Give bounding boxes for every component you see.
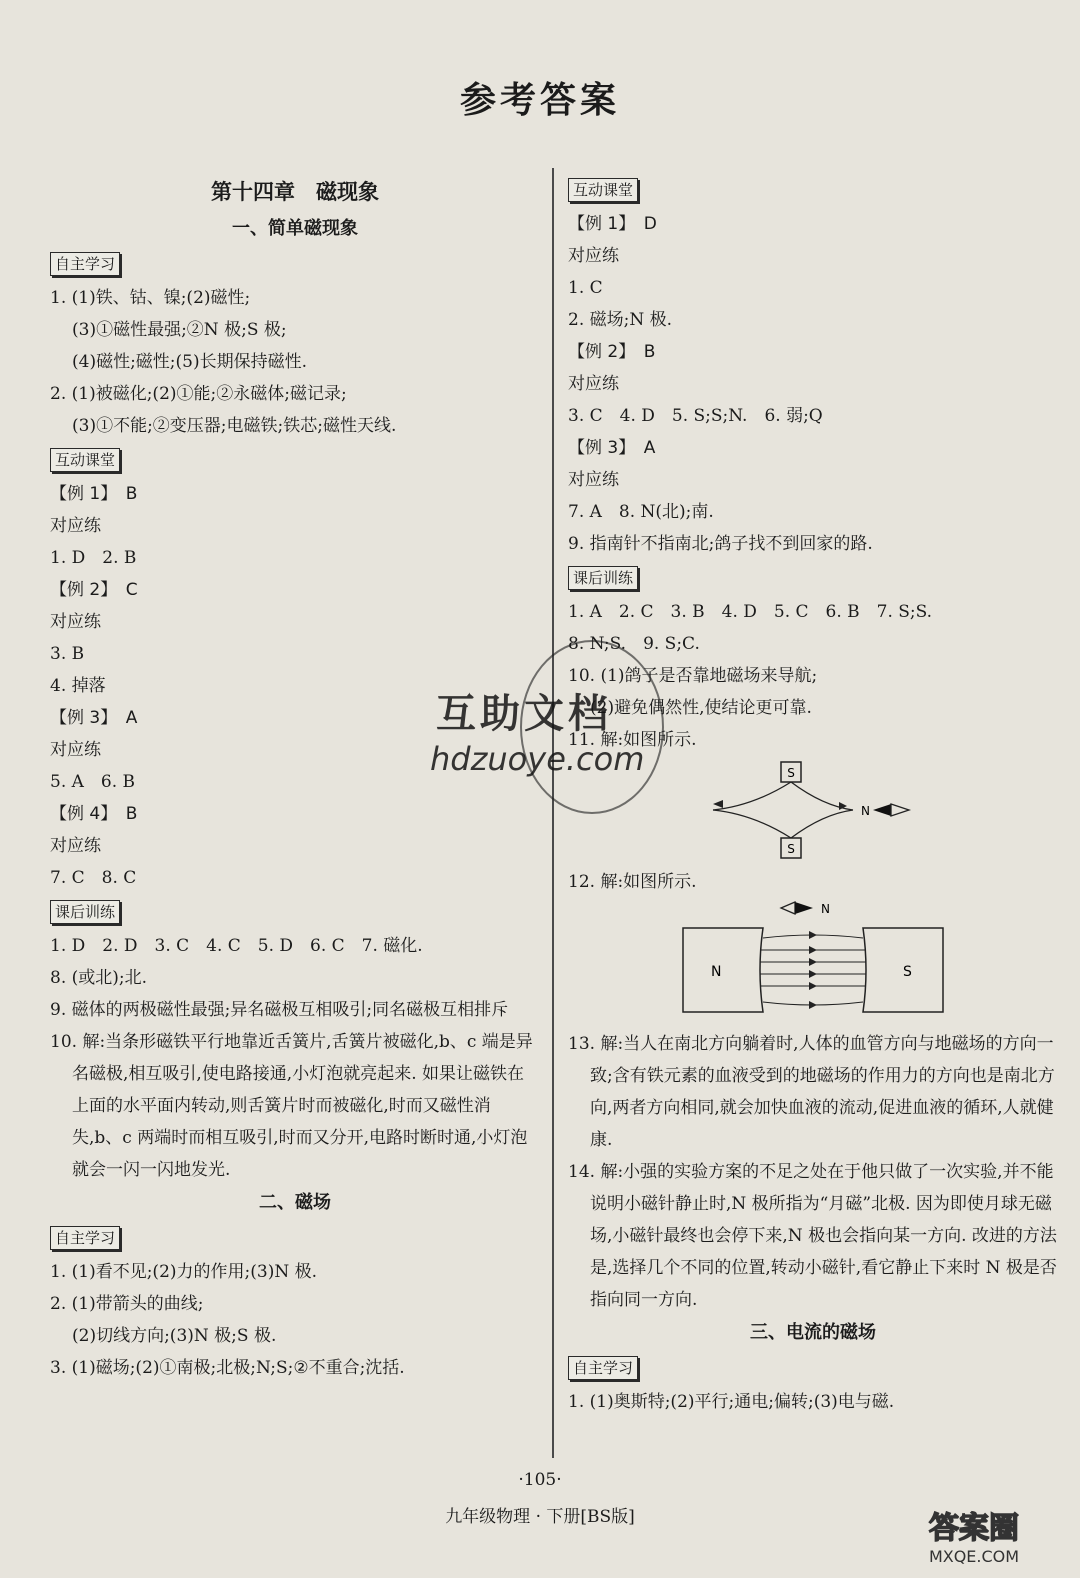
example-line: 【例 3】 A	[50, 708, 138, 728]
answer-line: 1. (1)看不见;(2)力的作用;(3)N 极.	[50, 1262, 318, 1282]
answer-line: 1. (1)铁、钴、镍;(2)磁性;	[50, 288, 251, 308]
answer-line: 3. (1)磁场;(2)①南极;北极;N;S;②不重合;沈括.	[50, 1358, 405, 1378]
answer-paragraph: 10. 解:当条形磁铁平行地靠近舌簧片,舌簧片被磁化,b、c 端是异名磁极,相互吸引,使电路接通,小灯泡就亮起来. 如果让磁铁在上面的水平面内转动,则舌簧片时而被磁化,时而又磁性消失,b、c 两端时而相互吸引,时而又分开,电路时断时通,小灯泡就会一闪一闪地发光.	[50, 1032, 533, 1180]
example-line: 【例 2】 B	[568, 342, 656, 362]
figure-12-svg	[663, 898, 963, 1028]
answer-line: 4. 掉落	[50, 676, 106, 696]
tag-zizhu-xuexi: 自主学习	[50, 1226, 120, 1250]
tag-row	[50, 894, 540, 930]
answer-paragraph: 9. 磁体的两极磁性最强;异名磁极互相吸引;同名磁极互相排斥	[50, 1000, 509, 1020]
tag-row	[568, 1350, 1058, 1386]
tag-kehou-xunlian: 课后训练	[50, 900, 120, 924]
tag-zizhu-xuexi: 自主学习	[50, 252, 120, 276]
answer-line: 9. 指南针不指南北;鸽子找不到回家的路.	[568, 534, 873, 554]
answer-line: 11. 解:如图所示.	[568, 730, 697, 750]
label-s-bottom: S	[787, 842, 795, 856]
answer-line: 5. A 6. B	[50, 772, 136, 792]
compass-needle-dark	[873, 804, 891, 816]
watermark-text: 互助文档	[436, 691, 612, 737]
answer-paragraph: 14. 解:小强的实验方案的不足之处在于他只做了一次实验,并不能说明小磁针静止时,N 极所指为“月磁”北极. 因为即使月球无磁场,小磁针最终也会停下来,N 极也会指向某一方向. 改进的方法是,选择几个不同的位置,转动小磁针,看它静止下来时 N 极是否指向同一方向.	[568, 1162, 1057, 1310]
tag-row	[50, 442, 540, 478]
tag-hudong-ketang: 互动课堂	[568, 178, 638, 202]
answer-line: (2)避免偶然性,使结论更可靠.	[590, 698, 812, 718]
tag-zizhu-xuexi: 自主学习	[568, 1356, 638, 1380]
figure-11-svg	[683, 756, 943, 866]
answer-line: 2. 磁场;N 极.	[568, 310, 673, 330]
example-line: 【例 1】 B	[50, 484, 138, 504]
answer-paragraph: 13. 解:当人在南北方向躺着时,人体的血管方向与地磁场的方向一致;含有铁元素的血液受到的地磁场的作用力的方向也是南北方向,两者方向相同,就会加快血液的流动,促进血液的循环,人就健康.	[568, 1034, 1055, 1150]
answer-line: 1. A 2. C 3. B 4. D 5. C 6. B 7. S;S.	[568, 602, 933, 622]
answer-line: 3. B	[50, 644, 85, 664]
label-n: N	[861, 804, 870, 818]
field-line-lower-left	[713, 810, 791, 838]
answer-line: 10. (1)鸽子是否靠地磁场来导航;	[568, 666, 818, 686]
page-title: 参考答案	[459, 80, 620, 121]
practice-label: 对应练	[50, 836, 101, 856]
tag-row	[50, 1220, 540, 1256]
tag-hudong-ketang: 互动课堂	[50, 448, 120, 472]
arrow-head	[713, 800, 723, 808]
practice-label: 对应练	[568, 246, 619, 266]
figure-11-compass-poles	[568, 756, 1058, 866]
field-line-lower-right	[791, 810, 853, 838]
label-n-pole: N	[711, 964, 722, 980]
example-line: 【例 4】 B	[50, 804, 138, 824]
answer-line: 7. C 8. C	[50, 868, 137, 888]
answer-line: 1. D 2. D 3. C 4. C 5. D 6. C 7. 磁化.	[50, 936, 423, 956]
field-arrows	[809, 931, 817, 1009]
answer-line: (2)切线方向;(3)N 极;S 极.	[72, 1326, 277, 1346]
label-s-pole: S	[903, 964, 912, 980]
logo-text: 答案圈	[929, 1511, 1019, 1546]
label-needle-n: N	[821, 902, 830, 916]
tag-row	[568, 172, 1058, 208]
watermark-url: hdzuoye.com	[430, 740, 645, 778]
column-divider	[552, 168, 554, 1458]
figure-12-magnet-field	[568, 898, 1058, 1028]
needle-right-half	[795, 902, 813, 914]
answer-line: (4)磁性;磁性;(5)长期保持磁性.	[72, 352, 308, 372]
answer-line: 8. N;S. 9. S;C.	[568, 634, 700, 654]
magnet-n-pole	[683, 928, 763, 1012]
answer-line: (3)①不能;②变压器;电磁铁;铁芯;磁性天线.	[72, 416, 397, 436]
answer-line: 3. C 4. D 5. S;S;N. 6. 弱;Q	[568, 406, 823, 426]
practice-label: 对应练	[50, 740, 101, 760]
example-line: 【例 3】 A	[568, 438, 656, 458]
example-line: 【例 1】 D	[568, 214, 657, 234]
book-footer: 九年级物理 · 下册[BS版]	[445, 1507, 635, 1527]
section-title-1: 一、简单磁现象	[232, 218, 358, 239]
practice-label: 对应练	[50, 612, 101, 632]
answer-line: 12. 解:如图所示.	[568, 872, 697, 892]
answer-line: 7. A 8. N(北);南.	[568, 502, 714, 522]
field-line-upper-left	[713, 782, 791, 810]
logo-url: MXQE.COM	[928, 1547, 1020, 1566]
tag-kehou-xunlian: 课后训练	[568, 566, 638, 590]
right-column	[568, 172, 1058, 1418]
needle-left-half	[781, 902, 795, 914]
section-title-2: 二、磁场	[259, 1192, 331, 1213]
tag-row	[50, 246, 540, 282]
answer-line: 2. (1)带箭头的曲线;	[50, 1294, 204, 1314]
answer-line: 1. D 2. B	[50, 548, 137, 568]
practice-label: 对应练	[568, 470, 619, 490]
compass-needle-light	[891, 804, 909, 816]
site-logo	[884, 1500, 1064, 1570]
field-lines	[760, 935, 866, 1005]
practice-label: 对应练	[50, 516, 101, 536]
example-line: 【例 2】 C	[50, 580, 138, 600]
page-number: ·105·	[518, 1470, 562, 1490]
practice-label: 对应练	[568, 374, 619, 394]
label-s-top: S	[787, 766, 795, 780]
answer-line: 8. (或北);北.	[50, 968, 148, 988]
chapter-title: 第十四章 磁现象	[211, 180, 379, 204]
answer-line: 2. (1)被磁化;(2)①能;②永磁体;磁记录;	[50, 384, 347, 404]
section-title-3: 三、电流的磁场	[750, 1322, 876, 1343]
left-column	[50, 172, 540, 1384]
answer-line: (3)①磁性最强;②N 极;S 极;	[72, 320, 287, 340]
answer-line: 1. (1)奥斯特;(2)平行;通电;偏转;(3)电与磁.	[568, 1392, 895, 1412]
tag-row	[568, 560, 1058, 596]
answer-line: 1. C	[568, 278, 603, 298]
